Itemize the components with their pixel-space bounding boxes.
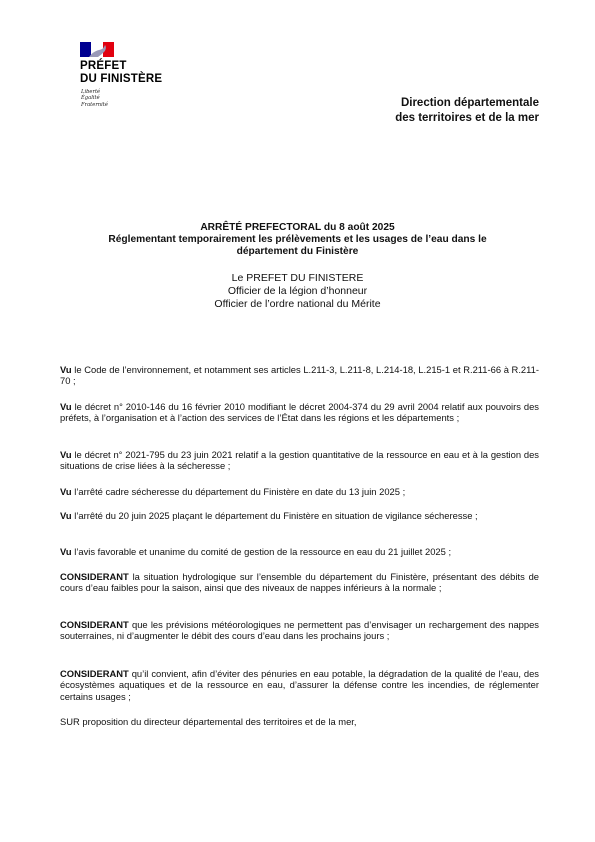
recital-lead: Vu [60,486,72,497]
recital-text: l’avis favorable et unanime du comité de gestion de la ressource en eau du 21 juillet 2025 ; [71,546,452,557]
prefet-title-line1: PRÉFET [80,60,127,72]
direction-header [395,96,539,125]
considerant-text: la situation hydrologique sur l’ensemble du département du Finistère, présentant des débits de cours d’eau faibles pour la saison, ainsi que des niveaux de nappes inférieurs à la normale ; [60,571,539,594]
authority-line1: Le PREFET DU FINISTERE [231,272,364,284]
recital-lead: Vu [60,364,72,375]
recital-paragraph [60,401,539,424]
direction-line1: Direction départementale [400,97,539,109]
proposal-paragraph [60,716,539,727]
authority-block [60,272,535,311]
decree-title-line3: département du Finistère [236,246,359,258]
recital-paragraph [60,449,539,472]
considerant-paragraph [60,619,539,642]
motto-egalite: Égalité [81,95,100,102]
prefet-title-line2: DU FINISTÈRE [80,73,163,85]
recital-lead: Vu [60,449,72,460]
recital-text: le décret n° 2021-795 du 23 juin 2021 relatif a la gestion quantitative de la ressource en eau et à la gestion des situations de crise liées à la sécheresse ; [60,449,539,472]
motto-liberte: Liberté [81,89,101,95]
marianne-logo-icon [80,42,114,57]
direction-line2: des territoires et de la mer [395,111,539,124]
recital-paragraph [60,546,539,557]
recital-text: le décret n° 2010-146 du 16 février 2010 modifiant le décret 2004-374 du 29 avril 2004 relatif aux pouvoirs des préfets, à l’organisation et à l’action des services de l’État dans les régions et les départements ; [60,401,539,424]
recital-text: l’arrêté cadre sécheresse du département du Finistère en date du 13 juin 2025 ; [71,486,406,497]
decree-title [60,222,535,259]
recital-text: le Code de l’environnement, et notamment ses articles L.211-3, L.211-8, L.214-18, L.215-1 et R.211-66 à R.211-70 ; [60,364,539,387]
considerant-lead: CONSIDERANT [60,571,129,582]
considerant-paragraph [60,668,539,702]
considerant-lead: CONSIDERANT [60,619,129,630]
decree-title-line1: ARRÊTÉ PREFECTORAL du 8 août 2025 [200,222,395,233]
recital-paragraph [60,510,539,521]
republic-motto [81,89,108,108]
considerant-text: que les prévisions météorologiques ne permettent pas d’envisager un rechargement des nappes souterraines, ni d’augmenter le débit des cours d’eau dans les prochains jours ; [60,619,539,642]
authority-line3: Officier de l’ordre national du Mérite [214,298,381,310]
recital-lead: Vu [60,510,72,521]
proposal-text: SUR proposition du directeur départemental des territoires et de la mer, [60,716,357,727]
recital-paragraph [60,486,539,497]
considerant-paragraph [60,571,539,594]
considerant-lead: CONSIDERANT [60,668,129,679]
considerant-text: qu’il convient, afin d’éviter des pénuries en eau potable, la dégradation de la qualité de l’eau, des écosystèmes aquatiques et de la ressource en eau, d’assurer la défense contre les incendies, de réglementer certains usages ; [60,668,539,702]
recital-lead: Vu [60,401,72,412]
recital-lead: Vu [60,546,72,557]
motto-fraternite: Fraternité [81,101,108,108]
recital-text: l’arrêté du 20 juin 2025 plaçant le département du Finistère en situation de vigilance sécheresse ; [71,510,478,521]
authority-line2: Officier de la légion d’honneur [227,285,368,297]
decree-title-line2: Réglementant temporairement les prélèvements et les usages de l’eau dans le [108,234,487,246]
recital-paragraph [60,364,539,387]
